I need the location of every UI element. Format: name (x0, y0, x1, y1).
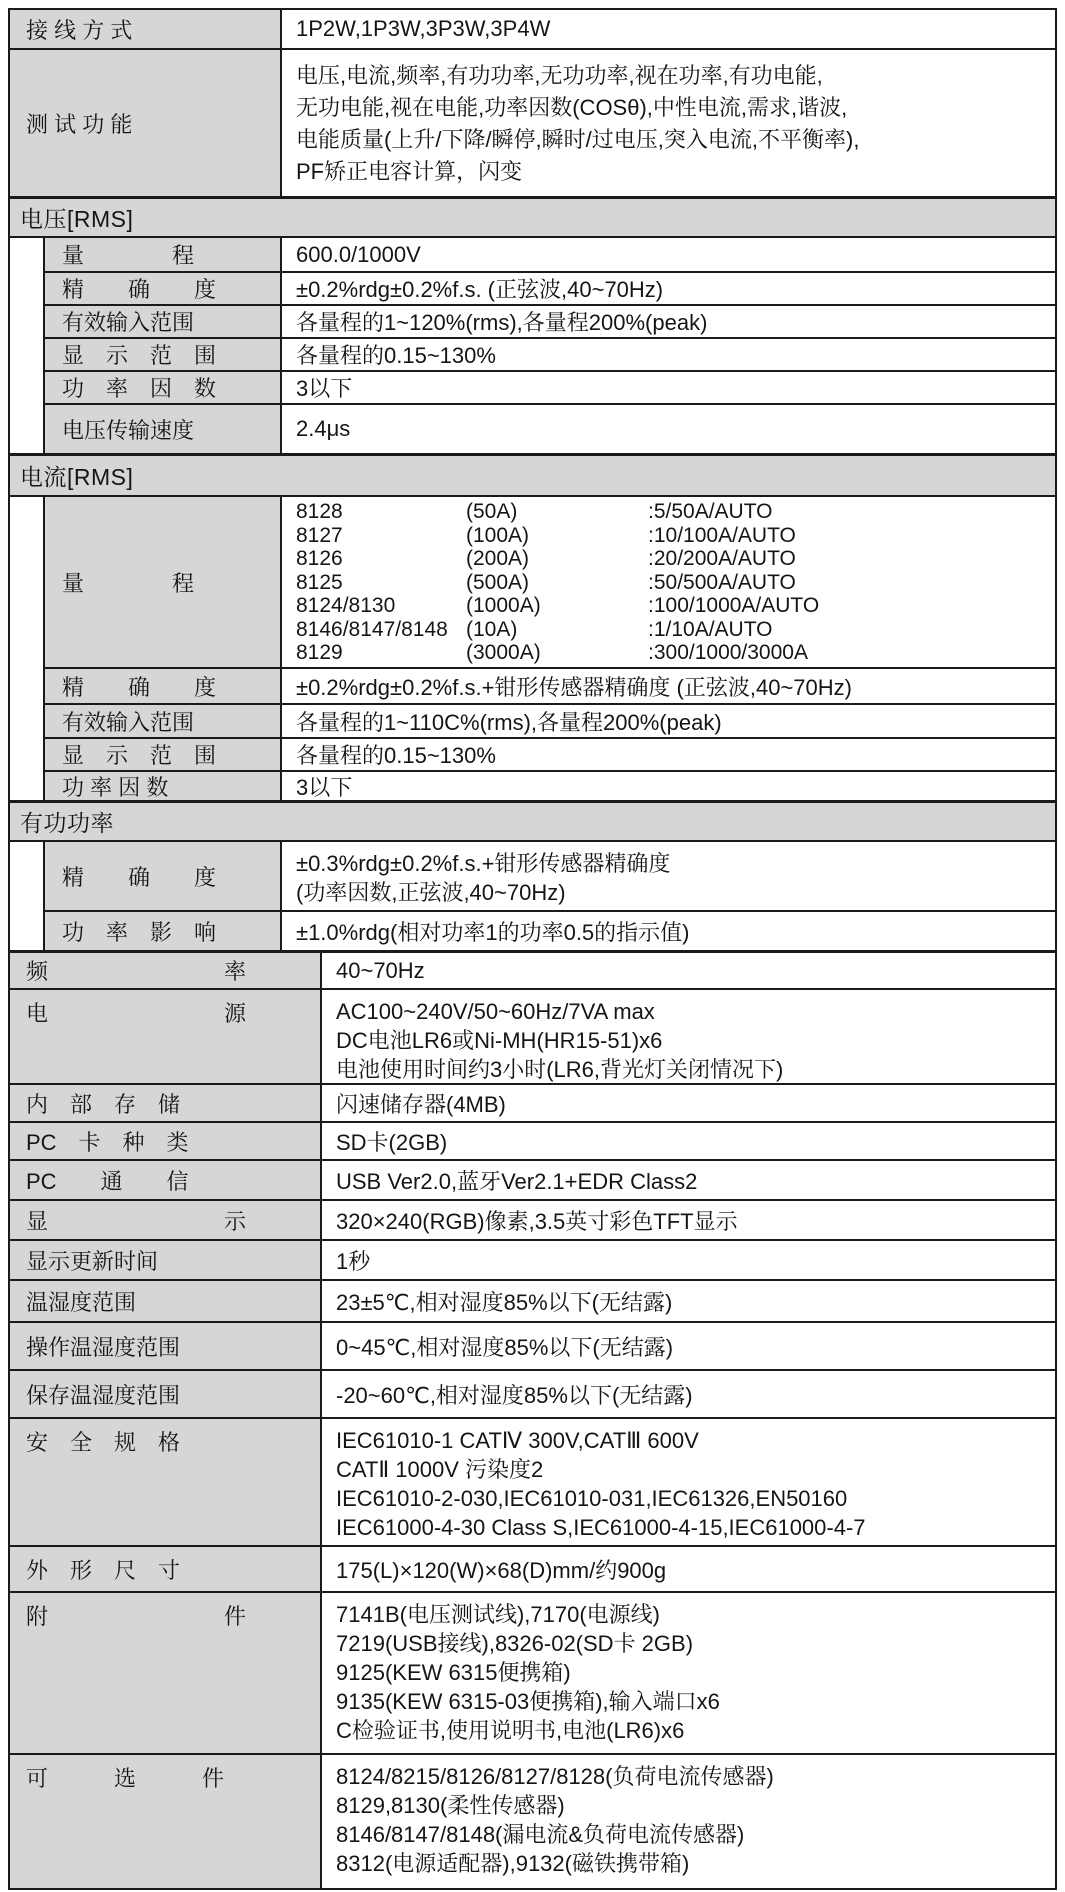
indent-strip (10, 497, 45, 800)
spec-header-voltage-rms: 电压[RMS] (10, 196, 1055, 236)
row-label-storage-temp: 保存温湿度范围 (10, 1371, 322, 1417)
row-label-v-range: 量 程 (45, 238, 282, 271)
spec-row-c-accuracy (45, 667, 1055, 703)
value-line: AC100~240V/50~60Hz/7VA max (336, 999, 655, 1024)
row-value-options (322, 1755, 1055, 1888)
row-value-internal-memory: 闪速储存器(4MB) (322, 1085, 1055, 1121)
spec-row-c-display-range (45, 737, 1055, 770)
value-line: 电池使用时间约3小时(LR6,背光灯关闭情况下) (336, 1057, 784, 1082)
value-line: 9125(KEW 6315便携箱) (336, 1660, 571, 1685)
spec-row-c-input-range (45, 703, 1055, 737)
row-label-temp-humidity: 温湿度范围 (10, 1281, 322, 1321)
value-line: 8124/8215/8126/8127/8128(负荷电流传感器) (336, 1764, 774, 1789)
value-col: :50/500A/AUTO (648, 570, 796, 594)
value-col: (10A) (466, 617, 518, 641)
spec-table (8, 8, 1057, 1890)
spec-row-accessories (10, 1591, 1055, 1753)
row-label-v-accuracy: 精 确 度 (45, 273, 282, 304)
value-line (296, 547, 1055, 571)
row-value-pc-card: SD卡(2GB) (322, 1123, 1055, 1159)
row-value-p-accuracy (282, 842, 1055, 910)
value-col: 8124/8130 (296, 594, 396, 617)
row-value-operating-temp: 0~45℃,相对湿度85%以下(无结露) (322, 1323, 1055, 1369)
value-line: DC电池LR6或Ni-MH(HR15-51)x6 (336, 1028, 663, 1053)
row-value-storage-temp: -20~60℃,相对湿度85%以下(无结露) (322, 1371, 1055, 1417)
spec-row-safety (10, 1417, 1055, 1545)
row-value-safety (322, 1419, 1055, 1545)
value-line: IEC61010-1 CATⅣ 300V,CATⅢ 600V (336, 1428, 699, 1453)
value-line: 8129,8130(柔性传感器) (336, 1793, 565, 1818)
row-label-c-power-factor: 功 率 因 数 (45, 772, 282, 800)
value-line: 9135(KEW 6315-03便携箱),输入端口x6 (336, 1689, 720, 1714)
row-label-wiring-method: 接 线 方 式 (10, 10, 282, 48)
row-label-v-transmission: 电压传输速度 (45, 405, 282, 453)
row-label-c-display-range: 显 示 范 围 (45, 739, 282, 770)
row-value-wiring-method: 1P2W,1P3W,3P3W,3P4W (282, 10, 1055, 48)
row-value-test-functions (282, 50, 1055, 196)
value-col: 8128 (296, 500, 343, 523)
value-col: :300/1000/3000A (648, 641, 808, 664)
row-value-pc-comm: USB Ver2.0,蓝牙Ver2.1+EDR Class2 (322, 1161, 1055, 1199)
row-label-safety: 安 全 规 格 (10, 1419, 322, 1545)
spec-row-wiring-method (10, 10, 1055, 48)
row-label-power-supply: 电 源 (10, 990, 322, 1083)
value-line: 无功电能,视在电能,功率因数(COSθ),中性电流,需求,谐波, (296, 95, 848, 120)
row-label-c-range: 量 程 (45, 497, 282, 667)
value-col: 8146/8147/8148 (296, 617, 448, 641)
row-value-v-input-range: 各量程的1~120%(rms),各量程200%(peak) (282, 306, 1055, 337)
value-line: IEC61010-2-030,IEC61010-031,IEC61326,EN50160 (336, 1486, 848, 1511)
value-col: (3000A) (466, 641, 541, 664)
value-col: (200A) (466, 547, 530, 570)
row-value-c-range (282, 497, 1055, 667)
value-col: (1000A) (466, 594, 541, 617)
value-line: 8312(电源适配器),9132(磁铁携带箱) (336, 1851, 690, 1876)
row-label-options: 可 选 件 (10, 1755, 322, 1888)
row-value-dimensions: 175(L)×120(W)×68(D)mm/约900g (322, 1547, 1055, 1591)
spec-row-p-influence (45, 910, 1055, 950)
value-col: 8126 (296, 547, 343, 570)
row-value-v-display-range: 各量程的0.15~130% (282, 339, 1055, 370)
row-label-c-input-range: 有效输入范围 (45, 705, 282, 737)
spec-row-v-power-factor (45, 370, 1055, 403)
value-line (296, 524, 1055, 548)
spec-row-test-functions (10, 48, 1055, 196)
value-line: 电压,电流,频率,有功功率,无功功率,视在功率,有功电能, (296, 63, 823, 88)
row-label-test-functions: 测 试 功 能 (10, 50, 282, 196)
spec-row-pc-comm (10, 1159, 1055, 1199)
row-label-v-power-factor: 功 率 因 数 (45, 372, 282, 403)
value-line (296, 594, 1055, 618)
value-line: PF矫正电容计算，闪变 (296, 159, 523, 184)
row-label-operating-temp: 操作温湿度范围 (10, 1323, 322, 1369)
row-label-internal-memory: 内 部 存 储 (10, 1085, 322, 1121)
value-line: CATⅡ 1000V 污染度2 (336, 1457, 544, 1482)
value-line: 8146/8147/8148(漏电流&负荷电流传感器) (336, 1822, 745, 1847)
spec-row-pc-card (10, 1121, 1055, 1159)
value-line (296, 571, 1055, 595)
spec-header-active-power: 有功功率 (10, 800, 1055, 840)
indent-strip (10, 238, 45, 453)
row-value-c-display-range: 各量程的0.15~130% (282, 739, 1055, 770)
row-value-power-supply (322, 990, 1055, 1083)
group-voltage-rms-group (10, 236, 1055, 453)
row-label-dimensions: 外 形 尺 寸 (10, 1547, 322, 1591)
value-col: 8129 (296, 641, 343, 664)
row-label-p-accuracy: 精 确 度 (45, 842, 282, 910)
spec-row-storage-temp (10, 1369, 1055, 1417)
row-value-temp-humidity: 23±5℃,相对湿度85%以下(无结露) (322, 1281, 1055, 1321)
value-line: 电能质量(上升/下降/瞬停,瞬时/过电压,突入电流,不平衡率), (296, 127, 860, 152)
row-value-v-accuracy: ±0.2%rdg±0.2%f.s. (正弦波,40~70Hz) (282, 273, 1055, 304)
value-line: 7219(USB接线),8326-02(SD卡 2GB) (336, 1631, 694, 1656)
spec-row-c-power-factor (45, 770, 1055, 800)
row-value-accessories (322, 1593, 1055, 1753)
row-value-p-influence: ±1.0%rdg(相对功率1的功率0.5的指示值) (282, 912, 1055, 950)
spec-row-frequency (10, 950, 1055, 988)
spec-row-v-accuracy (45, 271, 1055, 304)
row-label-pc-card: PC 卡 种 类 (10, 1123, 322, 1159)
value-line: ±0.3%rdg±0.2%f.s.+钳形传感器精确度 (296, 851, 671, 876)
row-value-v-range: 600.0/1000V (282, 238, 1055, 271)
spec-row-temp-humidity (10, 1279, 1055, 1321)
spec-row-display-update (10, 1239, 1055, 1279)
row-label-display-update: 显示更新时间 (10, 1241, 322, 1279)
row-value-v-transmission: 2.4μs (282, 405, 1055, 453)
group-current-rms-group (10, 495, 1055, 800)
spec-row-power-supply (10, 988, 1055, 1083)
row-value-c-power-factor: 3以下 (282, 772, 1055, 800)
spec-row-dimensions (10, 1545, 1055, 1591)
row-value-display: 320×240(RGB)像素,3.5英寸彩色TFT显示 (322, 1201, 1055, 1239)
row-label-v-input-range: 有效输入范围 (45, 306, 282, 337)
spec-header-current-rms: 电流[RMS] (10, 453, 1055, 495)
value-col: (50A) (466, 500, 518, 523)
value-col: (500A) (466, 570, 530, 594)
value-col: :20/200A/AUTO (648, 547, 796, 570)
value-line (296, 641, 1055, 665)
row-label-c-accuracy: 精 确 度 (45, 669, 282, 703)
spec-row-c-range (45, 497, 1055, 667)
group-rows (45, 238, 1055, 453)
row-label-v-display-range: 显 示 范 围 (45, 339, 282, 370)
value-line (296, 500, 1055, 524)
value-col: (100A) (466, 523, 530, 547)
row-label-pc-comm: PC 通 信 (10, 1161, 322, 1199)
row-value-c-input-range: 各量程的1~110C%(rms),各量程200%(peak) (282, 705, 1055, 737)
value-col: 8125 (296, 570, 343, 594)
row-label-display: 显 示 (10, 1201, 322, 1239)
value-line: C检验证书,使用说明书,电池(LR6)x6 (336, 1718, 685, 1743)
value-col: :5/50A/AUTO (648, 500, 773, 523)
row-value-display-update: 1秒 (322, 1241, 1055, 1279)
group-active-power-group (10, 840, 1055, 950)
value-col: :10/100A/AUTO (648, 523, 796, 547)
value-line: (功率因数,正弦波,40~70Hz) (296, 880, 566, 905)
group-rows (45, 842, 1055, 950)
spec-row-v-input-range (45, 304, 1055, 337)
row-value-frequency: 40~70Hz (322, 953, 1055, 988)
spec-row-operating-temp (10, 1321, 1055, 1369)
row-value-v-power-factor: 3以下 (282, 372, 1055, 403)
row-label-accessories: 附 件 (10, 1593, 322, 1753)
spec-row-v-display-range (45, 337, 1055, 370)
indent-strip (10, 842, 45, 950)
value-line: 7141B(电压测试线),7170(电源线) (336, 1602, 660, 1627)
value-col: :1/10A/AUTO (648, 617, 773, 641)
spec-row-p-accuracy (45, 842, 1055, 910)
spec-row-v-transmission (45, 403, 1055, 453)
spec-row-internal-memory (10, 1083, 1055, 1121)
group-rows (45, 497, 1055, 800)
value-line (296, 618, 1055, 642)
value-col: 8127 (296, 523, 343, 547)
spec-row-display (10, 1199, 1055, 1239)
row-value-c-accuracy: ±0.2%rdg±0.2%f.s.+钳形传感器精确度 (正弦波,40~70Hz) (282, 669, 1055, 703)
value-line: IEC61000-4-30 Class S,IEC61000-4-15,IEC61000-4-7 (336, 1515, 866, 1540)
spec-row-v-range (45, 238, 1055, 271)
spec-row-options (10, 1753, 1055, 1888)
row-label-frequency: 频 率 (10, 953, 322, 988)
row-label-p-influence: 功 率 影 响 (45, 912, 282, 950)
value-col: :100/1000A/AUTO (648, 594, 820, 617)
